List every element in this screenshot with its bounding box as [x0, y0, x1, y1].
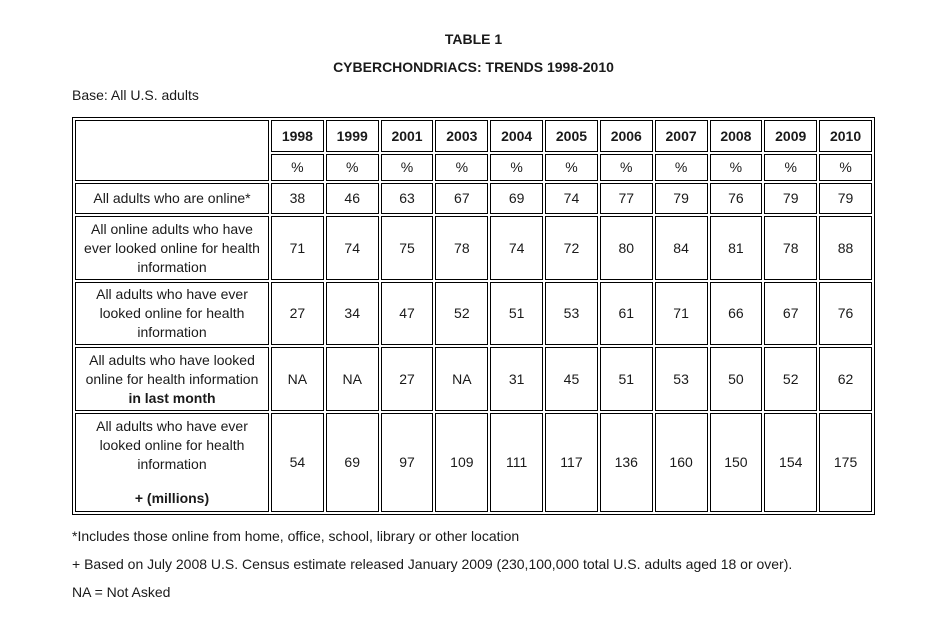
year-header-1998: 1998	[271, 120, 324, 152]
value-cell: 61	[600, 282, 653, 345]
value-cell: 45	[545, 347, 598, 411]
value-cell: 62	[819, 347, 872, 411]
table-body	[75, 183, 872, 512]
value-cell: 76	[819, 282, 872, 345]
year-header-2008: 2008	[710, 120, 763, 152]
value-cell: 53	[545, 282, 598, 345]
row-label	[75, 282, 269, 345]
row-label	[75, 183, 269, 214]
table-main-title: CYBERCHONDRIACS: TRENDS 1998-2010	[333, 59, 614, 75]
value-cell: 71	[271, 216, 324, 280]
year-header-2007: 2007	[655, 120, 708, 152]
footnotes-section	[72, 528, 875, 600]
value-cell: 84	[655, 216, 708, 280]
row-label	[75, 413, 269, 512]
table-row	[75, 347, 872, 411]
value-cell: 150	[710, 413, 763, 512]
row-label-part: All adults who are online*	[93, 190, 251, 206]
unit-cell: %	[271, 154, 324, 181]
table-row	[75, 282, 872, 345]
table-header	[75, 120, 872, 181]
footnote-online-definition: *Includes those online from home, office, school, library or other location	[72, 528, 520, 544]
value-cell: 78	[435, 216, 488, 280]
value-cell: 46	[326, 183, 379, 214]
unit-cell: %	[490, 154, 543, 181]
base-population-label: Base: All U.S. adults	[72, 87, 199, 103]
value-cell: 79	[655, 183, 708, 214]
value-cell: 79	[819, 183, 872, 214]
year-header-2001: 2001	[381, 120, 434, 152]
value-cell: 69	[490, 183, 543, 214]
value-cell: 52	[435, 282, 488, 345]
value-cell: 75	[381, 216, 434, 280]
table-row	[75, 216, 872, 280]
value-cell: 88	[819, 216, 872, 280]
value-cell: 67	[764, 282, 817, 345]
year-header-row	[75, 120, 872, 152]
unit-cell: %	[381, 154, 434, 181]
value-cell: 31	[490, 347, 543, 411]
value-cell: 74	[326, 216, 379, 280]
table-number-title: TABLE 1	[444, 31, 503, 47]
value-cell: 27	[271, 282, 324, 345]
row-label	[75, 347, 269, 411]
value-cell: 34	[326, 282, 379, 345]
value-cell: 81	[710, 216, 763, 280]
year-header-2003: 2003	[435, 120, 488, 152]
unit-cell: %	[326, 154, 379, 181]
year-header-1999: 1999	[326, 120, 379, 152]
value-cell: NA	[326, 347, 379, 411]
value-cell: 77	[600, 183, 653, 214]
unit-cell: %	[600, 154, 653, 181]
value-cell: 74	[545, 183, 598, 214]
table-row	[75, 413, 872, 512]
value-cell: 80	[600, 216, 653, 280]
value-cell: 53	[655, 347, 708, 411]
value-cell: 54	[271, 413, 324, 512]
value-cell: 66	[710, 282, 763, 345]
value-cell: 154	[764, 413, 817, 512]
row-label-part: All adults who have ever looked online for health information	[96, 418, 248, 472]
unit-cell: %	[655, 154, 708, 181]
value-cell: NA	[435, 347, 488, 411]
value-cell: 27	[381, 347, 434, 411]
row-label-part: in last month	[128, 389, 216, 406]
row-label-part: + (millions)	[134, 490, 210, 506]
row-label-part: All adults who have looked online for health information	[85, 351, 259, 387]
footnote-na-definition: NA = Not Asked	[72, 584, 171, 600]
value-cell: 52	[764, 347, 817, 411]
value-cell: 79	[764, 183, 817, 214]
value-cell: 71	[655, 282, 708, 345]
year-header-2010: 2010	[819, 120, 872, 152]
value-cell: 74	[490, 216, 543, 280]
year-header-2005: 2005	[545, 120, 598, 152]
unit-cell: %	[545, 154, 598, 181]
value-cell: 78	[764, 216, 817, 280]
value-cell: 117	[545, 413, 598, 512]
value-cell: 160	[655, 413, 708, 512]
value-cell: 63	[381, 183, 434, 214]
value-cell: NA	[271, 347, 324, 411]
row-label	[75, 216, 269, 280]
value-cell: 111	[490, 413, 543, 512]
value-cell: 50	[710, 347, 763, 411]
year-header-2009: 2009	[764, 120, 817, 152]
value-cell: 38	[271, 183, 324, 214]
value-cell: 51	[490, 282, 543, 345]
value-cell: 67	[435, 183, 488, 214]
value-cell: 51	[600, 347, 653, 411]
table-corner-cell	[75, 120, 269, 181]
value-cell: 72	[545, 216, 598, 280]
table-row	[75, 183, 872, 214]
row-label-part: All online adults who have ever looked online for health information	[84, 220, 260, 275]
unit-cell: %	[710, 154, 763, 181]
year-header-2006: 2006	[600, 120, 653, 152]
value-cell: 69	[326, 413, 379, 512]
value-cell: 47	[381, 282, 434, 345]
unit-cell: %	[819, 154, 872, 181]
cyberchondriacs-trends-table	[72, 117, 875, 515]
year-header-2004: 2004	[490, 120, 543, 152]
value-cell: 175	[819, 413, 872, 512]
row-label-part: All adults who have ever looked online for health information	[96, 286, 248, 340]
value-cell: 109	[435, 413, 488, 512]
value-cell: 136	[600, 413, 653, 512]
footnote-census-estimate: + Based on July 2008 U.S. Census estimate released January 2009 (230,100,000 total U.S. adults aged 18 or over).	[72, 556, 793, 572]
value-cell: 97	[381, 413, 434, 512]
unit-cell: %	[764, 154, 817, 181]
unit-cell: %	[435, 154, 488, 181]
value-cell: 76	[710, 183, 763, 214]
